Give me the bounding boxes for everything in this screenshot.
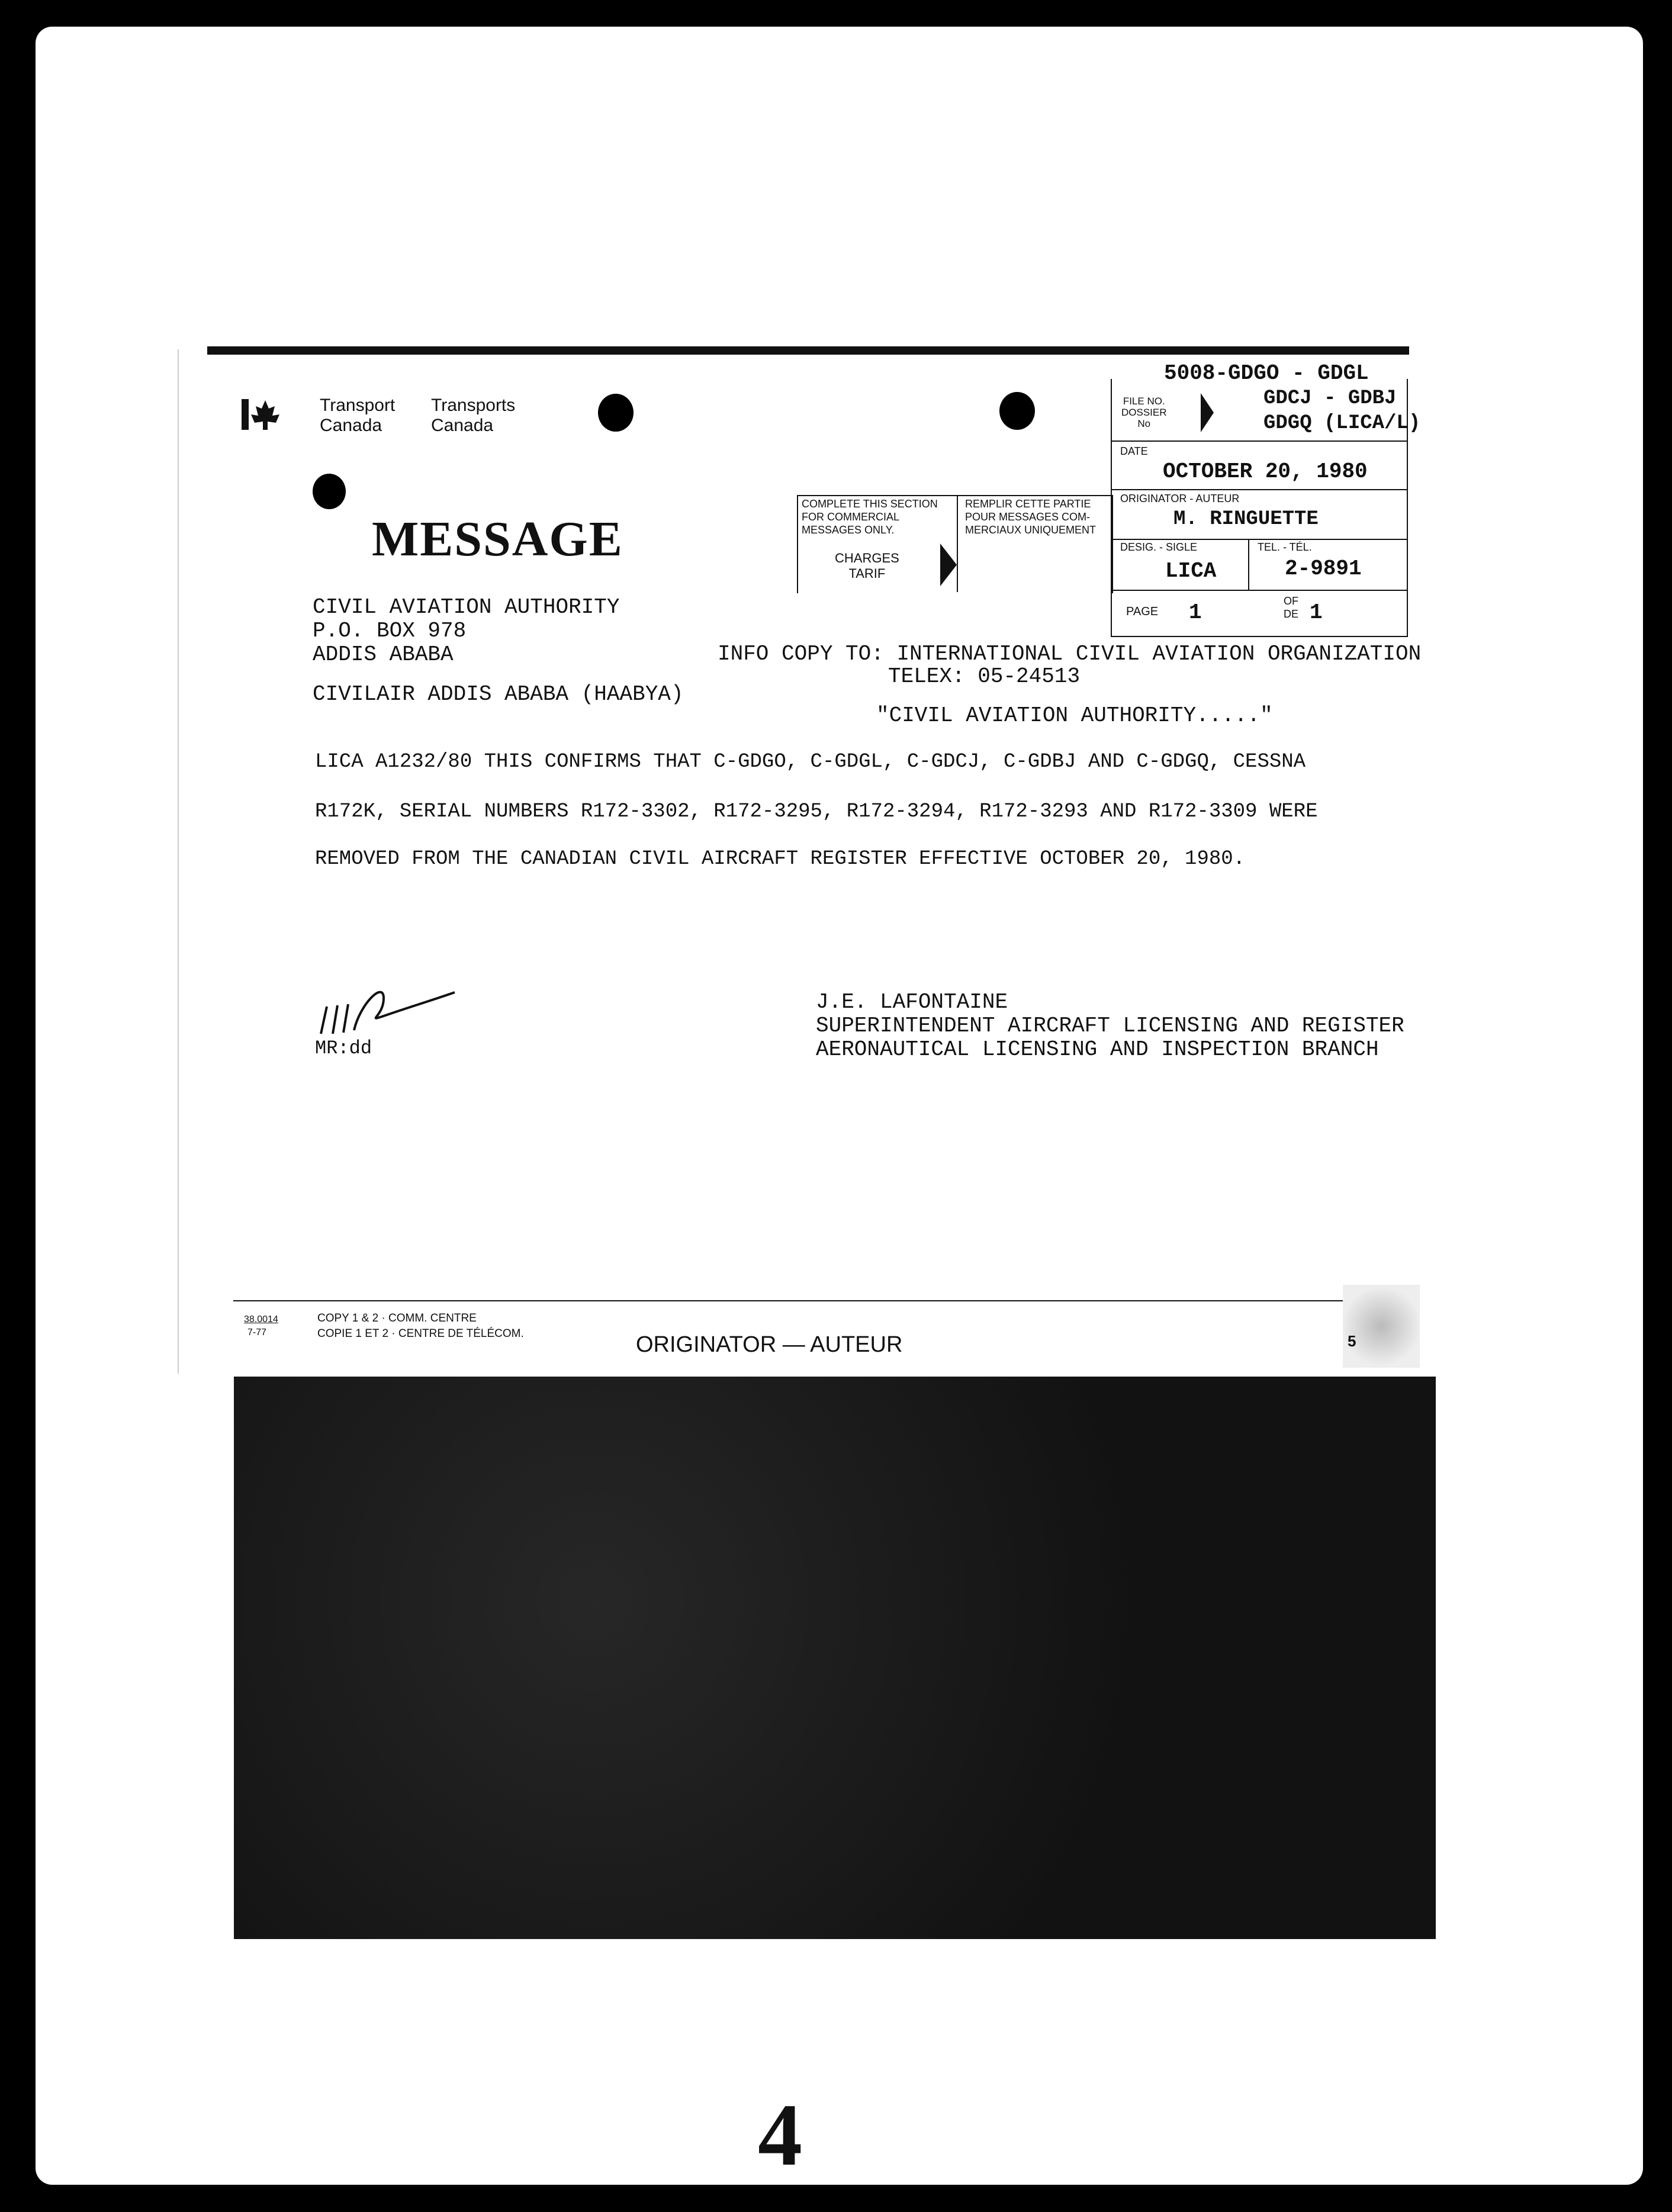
info-copy-telex: TELEX: 05-24513 <box>888 664 1081 689</box>
info-copy-line1: INFO COPY TO: INTERNATIONAL CIVIL AVIATION ORGANIZATION <box>718 642 1422 666</box>
canada-flag-icon <box>242 398 283 431</box>
info-copy-attention: "CIVIL AVIATION AUTHORITY....." <box>876 703 1273 728</box>
designation-value: LICA <box>1165 559 1217 583</box>
page-of-label: OF DE <box>1284 595 1299 620</box>
commercial-box-divider <box>957 495 958 592</box>
file-pointer-icon <box>1201 393 1214 432</box>
handwritten-page-number: 4 <box>758 2086 802 2184</box>
file-number-line2: GDCJ - GDBJ <box>1263 387 1397 410</box>
file-block-rule <box>1111 489 1408 490</box>
file-number-line1: 5008-GDGO - GDGL <box>1164 361 1369 385</box>
file-block-left-border <box>1111 379 1112 636</box>
signatory-title: SUPERINTENDENT AIRCRAFT LICENSING AND REGISTER <box>816 1014 1404 1038</box>
file-block-rule <box>1111 590 1408 591</box>
punch-hole <box>313 474 346 509</box>
punch-hole <box>598 394 634 432</box>
dept-en-line1: Transport <box>320 396 396 415</box>
addressee-block <box>313 596 619 667</box>
originator-label: ORIGINATOR - AUTEUR <box>1120 493 1240 504</box>
page-label: PAGE <box>1126 605 1159 618</box>
corner-number: 5 <box>1348 1332 1356 1350</box>
address-line2: P.O. BOX 978 <box>313 619 467 643</box>
copy-distribution-fr: COPIE 1 ET 2 · CENTRE DE TÉLÉCOM. <box>317 1327 524 1340</box>
file-block-rule <box>1111 441 1408 442</box>
typist-initials: MR:dd <box>315 1037 372 1059</box>
address-line1: CIVIL AVIATION AUTHORITY <box>313 595 620 619</box>
form-title: MESSAGE <box>372 512 623 567</box>
charges-label: CHARGES TARIF <box>835 551 899 581</box>
originator-value: M. RINGUETTE <box>1173 508 1319 531</box>
dept-fr-line1: Transports <box>431 396 516 415</box>
telephone-value: 2-9891 <box>1285 557 1362 581</box>
file-number-label: FILE NO. DOSSIER No <box>1121 396 1167 429</box>
copy-type-label: ORIGINATOR — AUTEUR <box>636 1332 903 1357</box>
message-body-line2: R172K, SERIAL NUMBERS R172-3302, R172-3295, R172-3294, R172-3293 AND R172-3309 WERE <box>315 800 1318 823</box>
copy-distribution-en: COPY 1 & 2 · COMM. CENTRE <box>317 1312 477 1324</box>
telephone-label: TEL. - TÉL. <box>1258 541 1312 553</box>
dept-fr-line2: Canada <box>431 416 494 435</box>
file-block-divider <box>1248 539 1249 590</box>
telegraphic-address: CIVILAIR ADDIS ABABA (HAABYA) <box>313 682 684 706</box>
footer-rule <box>233 1300 1411 1301</box>
signatory-branch: AERONAUTICAL LICENSING AND INSPECTION BRANCH <box>816 1037 1379 1062</box>
message-body-line3: REMOVED FROM THE CANADIAN CIVIL AIRCRAFT REGISTER EFFECTIVE OCTOBER 20, 1980. <box>315 848 1246 870</box>
signatory-name: J.E. LAFONTAINE <box>816 990 1008 1014</box>
file-block-rule <box>1111 539 1408 540</box>
triangle-pointer-icon <box>940 544 957 586</box>
form-number: 38.0014 <box>244 1314 278 1324</box>
punch-hole <box>999 392 1035 430</box>
address-line3: ADDIS ABABA <box>313 642 454 667</box>
page-total-value: 1 <box>1310 600 1323 625</box>
file-number-line3: GDGQ (LICA/L) <box>1263 412 1421 435</box>
dept-en-line2: Canada <box>320 416 382 435</box>
date-label: DATE <box>1120 445 1148 457</box>
message-body-line1: LICA A1232/80 THIS CONFIRMS THAT C-GDGO, C-GDGL, C-GDCJ, C-GDBJ AND C-GDGQ, CESSNA <box>315 751 1306 773</box>
commercial-note-fr: REMPLIR CETTE PARTIE POUR MESSAGES COM- MERCIAUX UNIQUEMENT <box>965 498 1097 536</box>
form-top-edge <box>207 346 1409 355</box>
date-value: OCTOBER 20, 1980 <box>1163 459 1368 484</box>
commercial-note-en: COMPLETE THIS SECTION FOR COMMERCIAL MESSAGES ONLY. <box>802 498 938 536</box>
worn-corner <box>1343 1285 1420 1368</box>
designation-label: DESIG. - SIGLE <box>1120 541 1198 553</box>
scan-dark-area <box>234 1377 1436 1939</box>
form-edition: 7-77 <box>247 1327 267 1338</box>
page-value: 1 <box>1189 600 1202 625</box>
handwritten-initials <box>313 969 461 1046</box>
file-block-rule <box>1111 636 1408 637</box>
department-name-en <box>320 396 395 436</box>
department-name-fr <box>431 396 515 436</box>
